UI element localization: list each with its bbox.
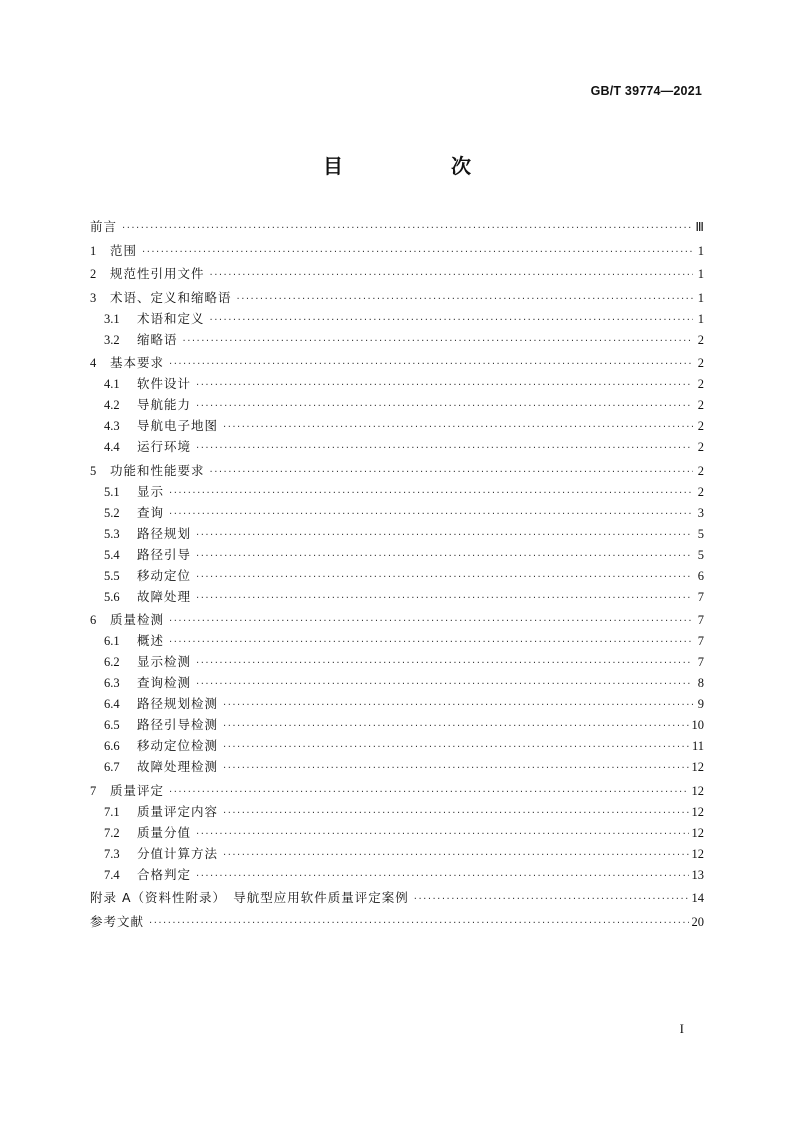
toc-entry[interactable]: [90, 373, 704, 394]
toc-entry[interactable]: [90, 609, 704, 630]
toc-entry-number: 3: [90, 290, 97, 305]
toc-entry-page: 2: [697, 463, 704, 478]
toc-entry-page: 2: [697, 377, 704, 391]
toc-leader-dots: [169, 632, 693, 653]
toc-entry-number: 6.2: [104, 655, 120, 669]
toc-leader-dots: [169, 504, 693, 525]
toc-entry-label: 路径规划检测: [137, 696, 219, 711]
toc-leader-dots: [196, 567, 693, 588]
toc-entry-number: 1: [90, 243, 97, 258]
toc-leader-dots: [196, 588, 693, 609]
toc-entry-number: 6.5: [104, 718, 120, 732]
toc-entry-number: 7.4: [104, 867, 120, 882]
toc-entry-label: 显示: [137, 483, 165, 499]
toc-entry-page: 7: [697, 634, 704, 648]
toc-entry-label: 术语和定义: [137, 310, 205, 326]
toc-leader-dots: [196, 396, 693, 417]
toc-leader-dots: [169, 483, 693, 504]
toc-entry-page: 7: [697, 589, 704, 604]
toc-entry[interactable]: [90, 287, 704, 308]
toc-entry-page: 10: [691, 718, 704, 732]
toc-entry-number: 2: [90, 267, 97, 281]
toc-entry-number: 3.2: [104, 332, 120, 347]
toc-entry-label: 基本要求: [110, 355, 165, 370]
toc-leader-dots: [223, 758, 688, 779]
toc-entry-label: 功能和性能要求: [110, 462, 205, 478]
toc-entry-number: 4.2: [104, 398, 120, 412]
toc-entry-page: 12: [691, 846, 704, 861]
toc-entry-number: 6.3: [104, 676, 120, 690]
toc-entry[interactable]: [90, 630, 704, 651]
toc-entry-label: 导航能力: [137, 397, 192, 412]
toc-entry-label: 合格判定: [137, 866, 192, 882]
toc-leader-dots: [196, 438, 693, 459]
toc-leader-dots: [122, 218, 692, 239]
toc-leader-dots: [196, 824, 688, 845]
toc-entry-page: 5: [697, 547, 704, 562]
toc-entry-number: 5.6: [104, 589, 120, 604]
toc-entry-number: 4.3: [104, 419, 120, 433]
toc-leader-dots: [196, 674, 693, 695]
toc-entry-number: 6.6: [104, 739, 120, 753]
toc-entry-label: 缩略语: [137, 331, 178, 347]
toc-entry[interactable]: [90, 843, 704, 864]
toc-leader-dots: [196, 866, 688, 887]
toc-leader-dots: [223, 737, 689, 758]
toc-entry-page: 12: [691, 760, 704, 774]
footer-page-number: I: [679, 1021, 684, 1036]
toc-entry-label: 附录 A（资料性附录） 导航型应用软件质量评定案例: [90, 890, 409, 905]
toc-entry-number: 3.1: [104, 311, 120, 326]
toc-entry-page: 9: [697, 697, 704, 711]
toc-entry-page: 6: [697, 568, 704, 583]
toc-entry-number: 7.1: [104, 804, 120, 819]
toc-entry-label: 路径引导检测: [137, 717, 219, 732]
toc-entry-label: 查询检测: [137, 675, 192, 690]
toc-entry[interactable]: [90, 544, 704, 565]
toc-entry-label: 故障处理: [137, 588, 192, 604]
toc-entry-page: 12: [691, 825, 704, 840]
toc-entry-label: 路径规划: [137, 525, 192, 541]
toc-entry[interactable]: [90, 801, 704, 822]
toc-entry[interactable]: [90, 352, 704, 373]
toc-entry-number: 4: [90, 356, 97, 370]
toc-entry-label: 术语、定义和缩略语: [110, 289, 232, 305]
toc-leader-dots: [223, 803, 688, 824]
toc-entry[interactable]: [90, 822, 704, 843]
toc-leader-dots: [210, 265, 693, 286]
toc-entry[interactable]: [90, 502, 704, 523]
toc-entry-page: 7: [697, 655, 704, 669]
toc-entry-page: 12: [691, 804, 704, 819]
toc-leader-dots: [183, 331, 693, 352]
toc-entry-page: 11: [691, 739, 704, 753]
toc-leader-dots: [142, 242, 693, 263]
toc-entry[interactable]: [90, 565, 704, 586]
toc-entry[interactable]: [90, 780, 704, 801]
toc-entry[interactable]: [90, 329, 704, 350]
toc-entry-number: 7: [90, 783, 97, 798]
toc-entry-label: 软件设计: [137, 376, 192, 391]
toc-entry-label: 查询: [137, 504, 165, 520]
toc-leader-dots: [196, 546, 693, 567]
toc-leader-dots: [196, 375, 693, 396]
toc-entry-page: 2: [697, 332, 704, 347]
toc-entry[interactable]: [90, 911, 704, 932]
toc-entry-label: 运行环境: [137, 439, 192, 454]
toc-entry-page: 3: [697, 505, 704, 520]
toc-entry-page: 2: [697, 440, 704, 454]
toc-entry-number: 5: [90, 463, 97, 478]
toc-leader-dots: [196, 653, 693, 674]
standard-code: GB/T 39774—2021: [590, 84, 702, 98]
toc-entry-label: 规范性引用文件: [110, 266, 205, 281]
toc-entry-number: 6.7: [104, 760, 120, 774]
toc-entry-page: Ⅲ: [695, 220, 704, 234]
toc-entry-number: 5.4: [104, 547, 120, 562]
toc-entry-number: 5.5: [104, 568, 120, 583]
toc-entry[interactable]: [90, 586, 704, 607]
toc-entry[interactable]: [90, 672, 704, 693]
toc-entry-number: 7.2: [104, 825, 120, 840]
toc-entry-page: 7: [697, 613, 704, 627]
toc-entry-page: 5: [697, 526, 704, 541]
toc-entry-label: 前言: [90, 219, 118, 234]
toc-leader-dots: [223, 695, 693, 716]
toc-entry[interactable]: [90, 415, 704, 436]
toc-leader-dots: [149, 913, 688, 934]
toc-entry-label: 显示检测: [137, 654, 192, 669]
toc-entry-label: 质量检测: [110, 612, 165, 627]
toc-entry-page: 13: [691, 867, 704, 882]
toc-leader-dots: [210, 310, 693, 331]
toc-entry-page: 12: [691, 783, 704, 798]
toc-entry-page: 2: [697, 419, 704, 433]
toc-leader-dots: [169, 354, 693, 375]
toc-entry[interactable]: [90, 523, 704, 544]
toc-leader-dots: [210, 462, 693, 483]
toc-entry[interactable]: [90, 216, 704, 237]
toc-entry[interactable]: [90, 887, 704, 908]
toc-entry-page: 20: [691, 914, 704, 929]
toc-entry[interactable]: [90, 756, 704, 777]
toc-entry-label: 导航电子地图: [137, 418, 219, 433]
toc-leader-dots: [223, 716, 688, 737]
toc-entry[interactable]: [90, 436, 704, 457]
toc-entry-label: 质量评定: [110, 782, 165, 798]
toc-entry-number: 6.4: [104, 697, 120, 711]
toc-entry[interactable]: [90, 693, 704, 714]
toc-leader-dots: [414, 889, 689, 910]
toc-entry-label: 概述: [137, 633, 165, 648]
toc-entry-page: 2: [697, 484, 704, 499]
toc-entry-page: 1: [697, 243, 704, 258]
toc-leader-dots: [169, 611, 693, 632]
toc-entry[interactable]: [90, 651, 704, 672]
toc-entry-number: 5.1: [104, 484, 120, 499]
toc-entry-number: 6.1: [104, 634, 120, 648]
toc-entry-number: 7.3: [104, 846, 120, 861]
toc-entry[interactable]: [90, 263, 704, 284]
toc-leader-dots: [196, 525, 693, 546]
toc-entry-label: 移动定位检测: [137, 738, 219, 753]
toc-entry-number: 5.3: [104, 526, 120, 541]
table-of-contents: [90, 216, 704, 932]
toc-entry-number: 5.2: [104, 505, 120, 520]
toc-entry-label: 分值计算方法: [137, 845, 219, 861]
page-title: 目 次: [323, 154, 515, 178]
toc-entry[interactable]: [90, 460, 704, 481]
toc-entry-label: 参考文献: [90, 913, 145, 929]
toc-entry-page: 1: [697, 267, 704, 281]
toc-entry-page: 2: [697, 398, 704, 412]
toc-leader-dots: [223, 845, 688, 866]
toc-entry[interactable]: [90, 864, 704, 885]
toc-entry-page: 1: [697, 290, 704, 305]
toc-entry-page: 8: [697, 676, 704, 690]
toc-entry-page: 1: [697, 311, 704, 326]
toc-entry-label: 质量分值: [137, 824, 192, 840]
toc-entry-label: 路径引导: [137, 546, 192, 562]
toc-entry-number: 6: [90, 613, 97, 627]
toc-entry[interactable]: [90, 481, 704, 502]
toc-entry-page: 2: [697, 356, 704, 370]
toc-entry[interactable]: [90, 735, 704, 756]
toc-entry[interactable]: [90, 714, 704, 735]
toc-entry-label: 范围: [110, 242, 138, 258]
toc-entry-number: 4.4: [104, 440, 120, 454]
toc-entry-label: 移动定位: [137, 567, 192, 583]
toc-leader-dots: [169, 782, 688, 803]
toc-entry[interactable]: [90, 394, 704, 415]
toc-entry[interactable]: [90, 240, 704, 261]
toc-entry[interactable]: [90, 308, 704, 329]
toc-leader-dots: [237, 289, 693, 310]
toc-leader-dots: [223, 417, 693, 438]
toc-entry-number: 4.1: [104, 377, 120, 391]
toc-entry-label: 质量评定内容: [137, 803, 219, 819]
toc-entry-label: 故障处理检测: [137, 759, 219, 774]
toc-entry-page: 14: [691, 891, 704, 905]
